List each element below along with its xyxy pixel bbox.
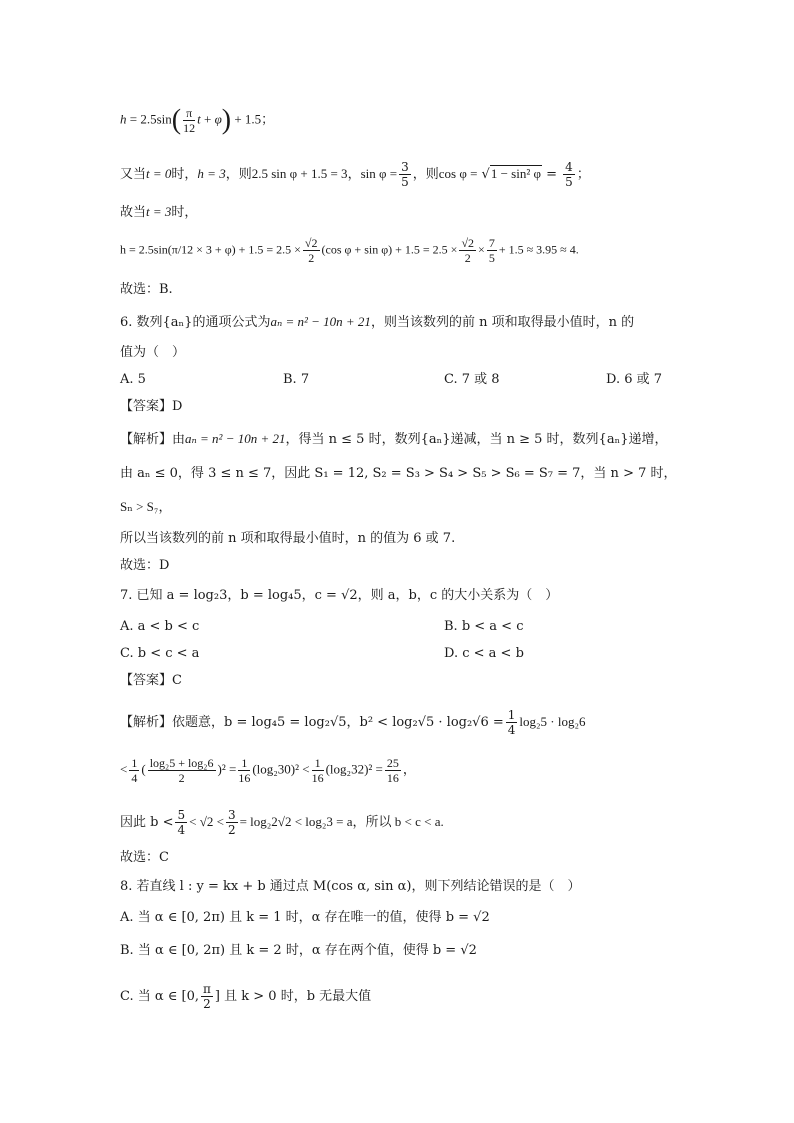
- q7-option-d: D. c < a < b: [444, 646, 524, 661]
- q7-select: 故选：C: [120, 850, 169, 865]
- q8-option-a: A. 当 α ∈ [0, 2π) 且 k = 1 时，α 存在唯一的值，使得 b = √2: [120, 910, 490, 925]
- condition-line: 又当t = 0时，h = 3，则2.5 sin φ + 1.5 = 3，sin φ = $\frac{3}{5}$ ，则cos φ = √1 − sin² φ = $\frac{4}{5}$ ；: [120, 160, 590, 189]
- q6-answer: 【答案】D: [120, 399, 183, 414]
- q7-option-c: C. b < c < a: [120, 646, 200, 661]
- q6-analysis-2: 由 aₙ ≤ 0，得 3 ≤ n ≤ 7，因此 S₁ = 12, S₂ = S₃ > S₄ > S₅ > S₆ = S₇ = 7，当 n > 7 时，: [120, 466, 677, 481]
- q7-analysis-1: 【解析】依题意，b = log₄5 = log₂√5，b² < log₂√5 · log₂√6 = $\frac{1}{4}$ log₂5 · log₂6: [120, 708, 586, 737]
- q6-stem: 6. 数列{aₙ}的通项公式为aₙ = n² − 10n + 21，则当该数列的前 n 项和取得最小值时，n 的: [120, 314, 635, 330]
- q7-option-a: A. a < b < c: [120, 619, 200, 634]
- q6-option-b: B. 7: [283, 372, 310, 387]
- q6-analysis-1: 【解析】由aₙ = n² − 10n + 21，得当 n ≤ 5 时，数列{aₙ}递减，当 n ≥ 5 时，数列{aₙ}递增，: [120, 431, 668, 447]
- q7-answer: 【答案】C: [120, 673, 182, 688]
- q6-option-c: C. 7 或 8: [444, 372, 500, 387]
- q7-analysis-3: 因此 b < $\frac{5}{4}$ < √2 < $\frac{3}{2}$ = log₂2√2 < log₂3 = a，所以 b < c < a.: [120, 808, 444, 837]
- q6-stem-2: 值为（ ）: [120, 345, 186, 360]
- q6-option-d: D. 6 或 7: [606, 372, 663, 387]
- q6-option-a: A. 5: [120, 372, 146, 387]
- formula-h-result: h = 2.5sin(π/12 × 3 + φ) + 1.5 = 2.5 × $\frac{√2}{2}$ (cos φ + sin φ) + 1.5 = 2.5 × $\frac{√2}{2}$ × $\frac{7}{5}$ + 1.5 ≈ 3.95 ≈ 4.: [120, 236, 579, 265]
- q6-select: 故选：D: [120, 558, 170, 573]
- q6-analysis-3: Sₙ > S₇，: [120, 499, 172, 514]
- when-t3-line: 故当t = 3时，: [120, 204, 198, 220]
- select-b: 故选：B.: [120, 282, 173, 297]
- q8-stem: 8. 若直线 l : y = kx + b 通过点 M(cos α, sin α)，则下列结论错误的是（ ）: [120, 879, 581, 894]
- formula-h: h = 2.5sin( $\frac{\pi}{12}$ t + φ) + 1.5；: [120, 104, 275, 136]
- q7-option-b: B. b < a < c: [444, 619, 524, 634]
- q8-option-b: B. 当 α ∈ [0, 2π) 且 k = 2 时，α 存在两个值，使得 b = √2: [120, 943, 477, 958]
- q8-option-c: C. 当 α ∈ [0, $\frac{\pi}{2}$ ] 且 k > 0 时，b 无最大值: [120, 982, 372, 1011]
- q6-analysis-4: 所以当该数列的前 n 项和取得最小值时，n 的值为 6 或 7.: [120, 531, 456, 546]
- q7-analysis-2: < $\frac{1}{4}$ ( $\frac{\text{log₂5 + log₂6}}{2}$ )² = $\frac{1}{16}$ (log₂30)² < $\frac{1}{16}$ (log₂32)² = $\frac{25}{16}$ ，: [120, 756, 416, 785]
- q7-stem: 7. 已知 a = log₂3，b = log₄5，c = √2，则 a，b，c 的大小关系为（ ）: [120, 588, 559, 603]
